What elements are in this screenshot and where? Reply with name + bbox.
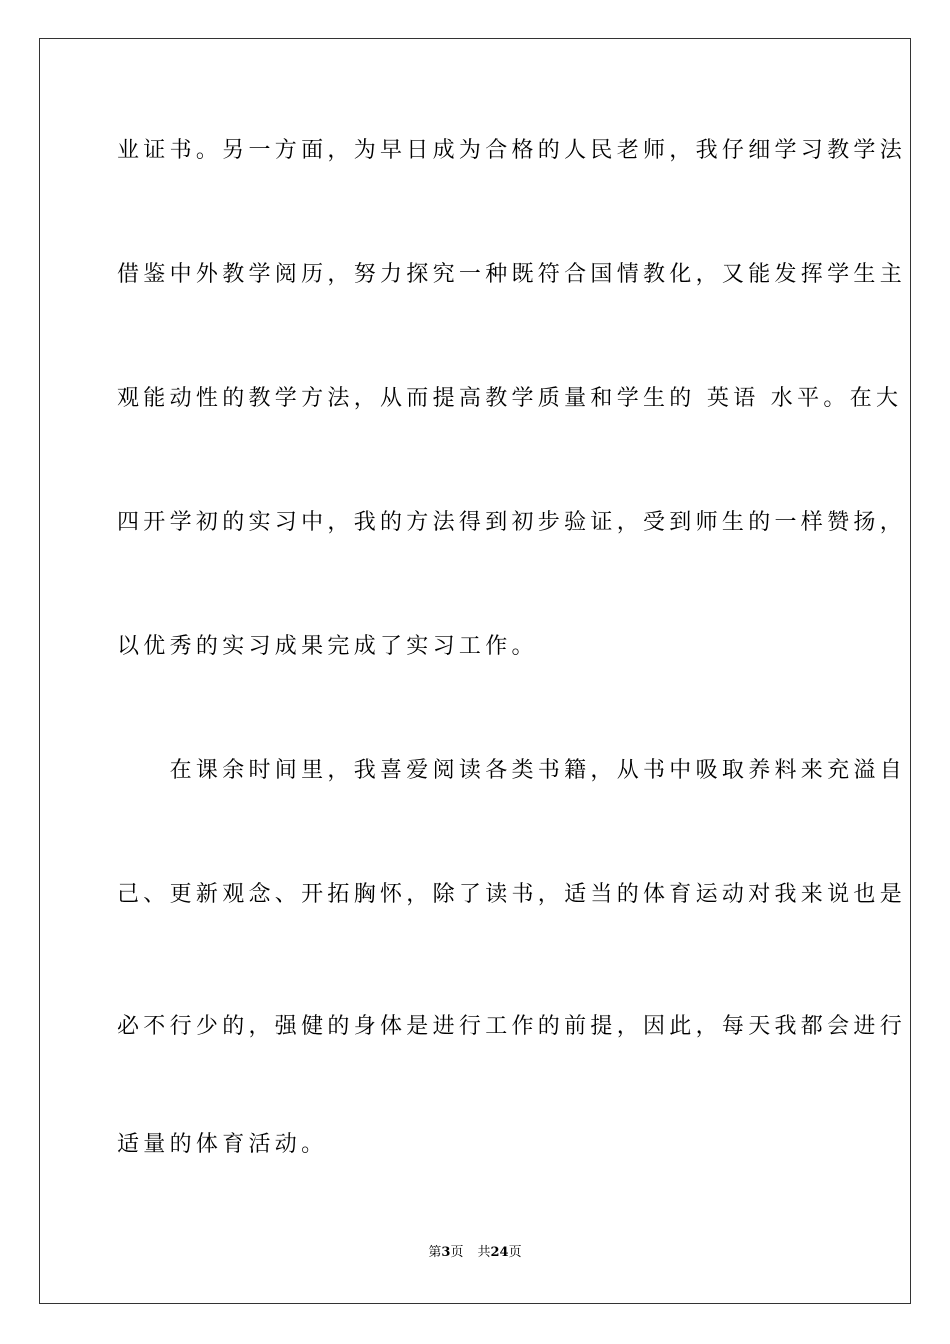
paragraph-line-1: 业证书。另一方面，为早日成为合格的人民老师，我仔细学习教学法 (117, 138, 907, 163)
paragraph-line-9: 适量的体育活动。 (117, 1132, 328, 1157)
paragraph-line-2: 借鉴中外教学阅历，努力探究一种既符合国情教化，又能发挥学生主 (117, 262, 907, 287)
footer-page-prefix: 第 (428, 1245, 442, 1260)
paragraph-line-7: 己、更新观念、开拓胸怀，除了读书，适当的体育运动对我来说也是 (117, 882, 907, 907)
footer-total-pages: 24 (490, 1245, 509, 1260)
footer-page-suffix: 页 (450, 1245, 464, 1260)
paragraph-line-3: 观能动性的教学方法，从而提高教学质量和学生的 英语 水平。在大 (117, 386, 903, 411)
paragraph-line-5: 以优秀的实习成果完成了实习工作。 (117, 634, 538, 659)
page-border (39, 38, 911, 1304)
footer-total-suffix: 页 (508, 1245, 522, 1260)
footer-page-number: 3 (441, 1245, 451, 1260)
paragraph-line-4: 四开学初的实习中，我的方法得到初步验证，受到师生的一样赞扬， (117, 510, 907, 535)
paragraph-line-8: 必不行少的，强健的身体是进行工作的前提，因此，每天我都会进行 (117, 1014, 907, 1039)
paragraph-line-6: 在课余时间里，我喜爱阅读各类书籍，从书中吸取养料来充溢自 (117, 758, 907, 783)
page-footer (0, 1244, 950, 1262)
footer-total-prefix: 共 (477, 1245, 491, 1260)
